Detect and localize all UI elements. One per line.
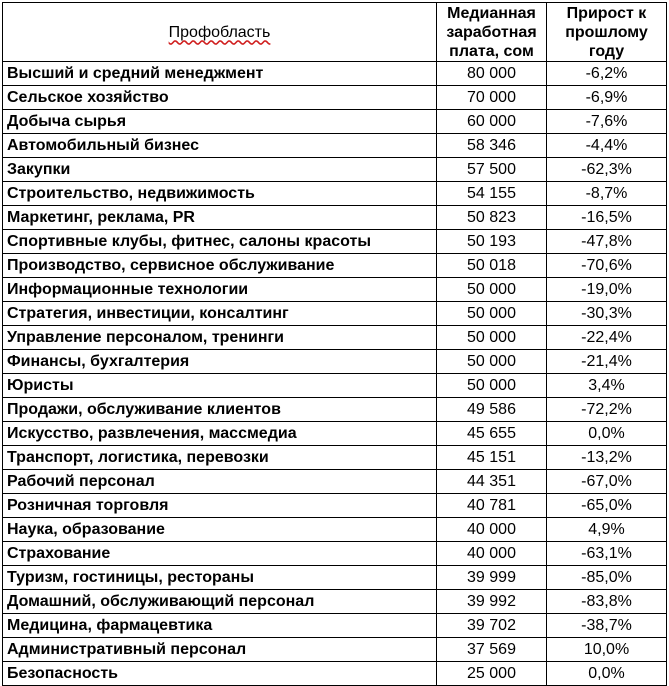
growth-cell: -4,4% xyxy=(547,134,667,158)
table-header xyxy=(3,3,667,62)
salary-cell: 39 992 xyxy=(437,590,547,614)
growth-cell: -19,0% xyxy=(547,278,667,302)
salary-cell: 37 569 xyxy=(437,638,547,662)
profession-cell: Безопасность xyxy=(3,662,437,686)
salary-cell: 57 500 xyxy=(437,158,547,182)
header-profession xyxy=(3,3,437,62)
table-row xyxy=(3,374,667,398)
table-row xyxy=(3,638,667,662)
table-row xyxy=(3,278,667,302)
growth-cell: -72,2% xyxy=(547,398,667,422)
profession-cell: Административный персонал xyxy=(3,638,437,662)
salary-cell: 50 000 xyxy=(437,350,547,374)
growth-cell: 10,0% xyxy=(547,638,667,662)
salary-cell: 39 999 xyxy=(437,566,547,590)
table-row xyxy=(3,254,667,278)
table-row xyxy=(3,134,667,158)
table-row xyxy=(3,62,667,86)
salary-cell: 50 000 xyxy=(437,326,547,350)
salary-cell: 60 000 xyxy=(437,110,547,134)
profession-cell: Информационные технологии xyxy=(3,278,437,302)
table-row xyxy=(3,470,667,494)
growth-cell: -85,0% xyxy=(547,566,667,590)
salary-cell: 70 000 xyxy=(437,86,547,110)
growth-cell: -6,9% xyxy=(547,86,667,110)
profession-cell: Туризм, гостиницы, рестораны xyxy=(3,566,437,590)
profession-cell: Стратегия, инвестиции, консалтинг xyxy=(3,302,437,326)
salary-cell: 49 586 xyxy=(437,398,547,422)
table-row xyxy=(3,350,667,374)
table-row xyxy=(3,326,667,350)
profession-cell: Строительство, недвижимость xyxy=(3,182,437,206)
table-row xyxy=(3,614,667,638)
salary-cell: 44 351 xyxy=(437,470,547,494)
profession-cell: Спортивные клубы, фитнес, салоны красоты xyxy=(3,230,437,254)
growth-cell: -38,7% xyxy=(547,614,667,638)
table-row xyxy=(3,662,667,686)
growth-cell: -7,6% xyxy=(547,110,667,134)
salary-cell: 40 000 xyxy=(437,518,547,542)
header-growth: Прирост к прошлому году xyxy=(547,3,667,62)
growth-cell: -47,8% xyxy=(547,230,667,254)
profession-cell: Сельское хозяйство xyxy=(3,86,437,110)
profession-cell: Финансы, бухгалтерия xyxy=(3,350,437,374)
salary-cell: 50 193 xyxy=(437,230,547,254)
table-row xyxy=(3,158,667,182)
salary-cell: 25 000 xyxy=(437,662,547,686)
salary-cell: 50 823 xyxy=(437,206,547,230)
table-row xyxy=(3,518,667,542)
growth-cell: -63,1% xyxy=(547,542,667,566)
growth-cell: 0,0% xyxy=(547,662,667,686)
salary-table xyxy=(2,2,667,686)
profession-cell: Юристы xyxy=(3,374,437,398)
profession-cell: Домашний, обслуживающий персонал xyxy=(3,590,437,614)
growth-cell: -30,3% xyxy=(547,302,667,326)
header-salary: Медианная заработная плата, сом xyxy=(437,3,547,62)
salary-cell: 40 781 xyxy=(437,494,547,518)
profession-cell: Страхование xyxy=(3,542,437,566)
growth-cell: 3,4% xyxy=(547,374,667,398)
salary-cell: 58 346 xyxy=(437,134,547,158)
profession-cell: Управление персоналом, тренинги xyxy=(3,326,437,350)
growth-cell: -67,0% xyxy=(547,470,667,494)
growth-cell: -83,8% xyxy=(547,590,667,614)
growth-cell: -65,0% xyxy=(547,494,667,518)
growth-cell: -70,6% xyxy=(547,254,667,278)
table-row xyxy=(3,230,667,254)
salary-cell: 40 000 xyxy=(437,542,547,566)
table-row xyxy=(3,206,667,230)
salary-cell: 45 151 xyxy=(437,446,547,470)
table-row xyxy=(3,422,667,446)
growth-cell: -6,2% xyxy=(547,62,667,86)
header-row xyxy=(3,3,667,62)
salary-cell: 54 155 xyxy=(437,182,547,206)
table-row xyxy=(3,446,667,470)
profession-cell: Искусство, развлечения, массмедиа xyxy=(3,422,437,446)
profession-cell: Наука, образование xyxy=(3,518,437,542)
profession-cell: Рабочий персонал xyxy=(3,470,437,494)
salary-cell: 50 000 xyxy=(437,278,547,302)
growth-cell: -62,3% xyxy=(547,158,667,182)
table-row xyxy=(3,566,667,590)
profession-cell: Добыча сырья xyxy=(3,110,437,134)
profession-cell: Маркетинг, реклама, PR xyxy=(3,206,437,230)
profession-cell: Автомобильный бизнес xyxy=(3,134,437,158)
table-row xyxy=(3,542,667,566)
salary-cell: 50 000 xyxy=(437,374,547,398)
growth-cell: 4,9% xyxy=(547,518,667,542)
profession-cell: Медицина, фармацевтика xyxy=(3,614,437,638)
table-row xyxy=(3,494,667,518)
salary-cell: 80 000 xyxy=(437,62,547,86)
salary-cell: 45 655 xyxy=(437,422,547,446)
salary-cell: 50 000 xyxy=(437,302,547,326)
growth-cell: -13,2% xyxy=(547,446,667,470)
table-row xyxy=(3,590,667,614)
growth-cell: 0,0% xyxy=(547,422,667,446)
profession-cell: Закупки xyxy=(3,158,437,182)
header-profession-label: Профобласть xyxy=(168,23,271,41)
growth-cell: -21,4% xyxy=(547,350,667,374)
profession-cell: Производство, сервисное обслуживание xyxy=(3,254,437,278)
table-row xyxy=(3,110,667,134)
table-row xyxy=(3,86,667,110)
profession-cell: Высший и средний менеджмент xyxy=(3,62,437,86)
salary-cell: 39 702 xyxy=(437,614,547,638)
profession-cell: Продажи, обслуживание клиентов xyxy=(3,398,437,422)
table-row xyxy=(3,398,667,422)
table-row xyxy=(3,302,667,326)
profession-cell: Розничная торговля xyxy=(3,494,437,518)
growth-cell: -16,5% xyxy=(547,206,667,230)
salary-cell: 50 018 xyxy=(437,254,547,278)
table-row xyxy=(3,182,667,206)
table-body xyxy=(3,62,667,686)
growth-cell: -8,7% xyxy=(547,182,667,206)
growth-cell: -22,4% xyxy=(547,326,667,350)
profession-cell: Транспорт, логистика, перевозки xyxy=(3,446,437,470)
